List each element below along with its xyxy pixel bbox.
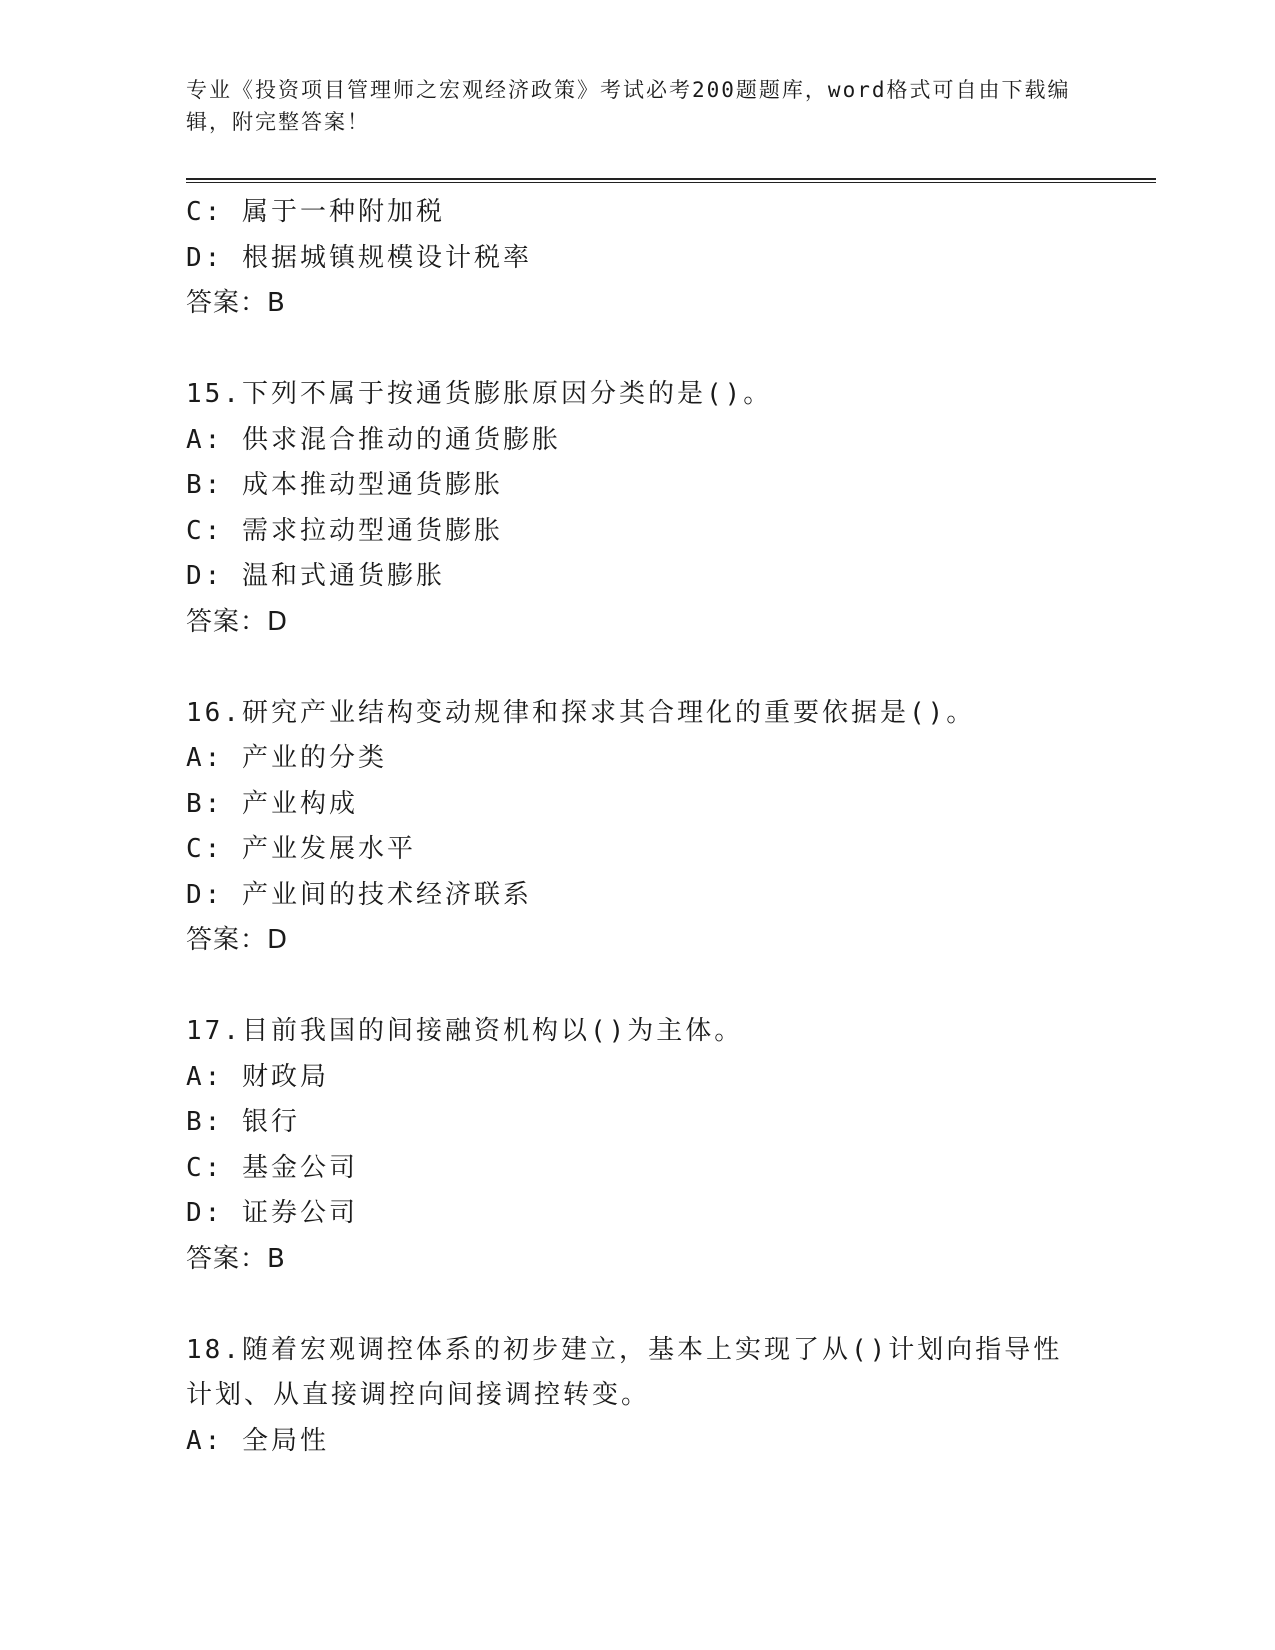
question-14-tail xyxy=(186,190,1166,327)
option-a: A: 财政局 xyxy=(186,1061,329,1092)
question-text: 16.研究产业结构变动规律和探求其合理化的重要依据是()。 xyxy=(186,697,976,728)
question-text: 15.下列不属于按通货膨胀原因分类的是()。 xyxy=(186,379,773,409)
answer: 答案：B xyxy=(186,288,286,318)
question-text: 18.随着宏观调控体系的初步建立，基本上实现了从()计划向指导性计划、从直接调控向间接调控转变。 xyxy=(186,1334,1063,1410)
option-c: C: 基金公司 xyxy=(186,1152,358,1183)
option-d: D: 产业间的技术经济联系 xyxy=(186,879,532,910)
answer: 答案：B xyxy=(186,1243,286,1274)
spacer xyxy=(186,964,1166,1010)
question-text: 17.目前我国的间接融资机构以()为主体。 xyxy=(186,1016,744,1046)
option-c: C: 产业发展水平 xyxy=(186,834,416,864)
answer: 答案：D xyxy=(186,925,289,955)
option-b: B: 银行 xyxy=(186,1107,300,1137)
option-d: D: 温和式通货膨胀 xyxy=(186,561,445,591)
spacer xyxy=(186,645,1166,691)
spacer xyxy=(186,327,1166,373)
question-17 xyxy=(186,1009,1166,1282)
question-16 xyxy=(186,691,1166,964)
option-a: A: 供求混合推动的通货膨胀 xyxy=(186,424,561,455)
option-c: C: 属于一种附加税 xyxy=(186,197,445,227)
option-a: A: 全局性 xyxy=(186,1425,329,1456)
header-divider xyxy=(186,178,1156,183)
document-header: 专业《投资项目管理师之宏观经济政策》考试必考200题题库，word格式可自由下载编辑，附完整答案！ xyxy=(186,78,1071,134)
option-d: D: 证券公司 xyxy=(186,1198,358,1228)
option-b: B: 成本推动型通货膨胀 xyxy=(186,470,503,500)
question-list xyxy=(186,190,1166,1464)
option-c: C: 需求拉动型通货膨胀 xyxy=(186,515,503,546)
question-15 xyxy=(186,372,1166,645)
option-d: D: 根据城镇规模设计税率 xyxy=(186,242,532,273)
option-a: A: 产业的分类 xyxy=(186,743,387,773)
spacer xyxy=(186,1282,1166,1328)
answer: 答案：D xyxy=(186,606,289,637)
question-18 xyxy=(186,1328,1166,1465)
option-b: B: 产业构成 xyxy=(186,788,358,819)
